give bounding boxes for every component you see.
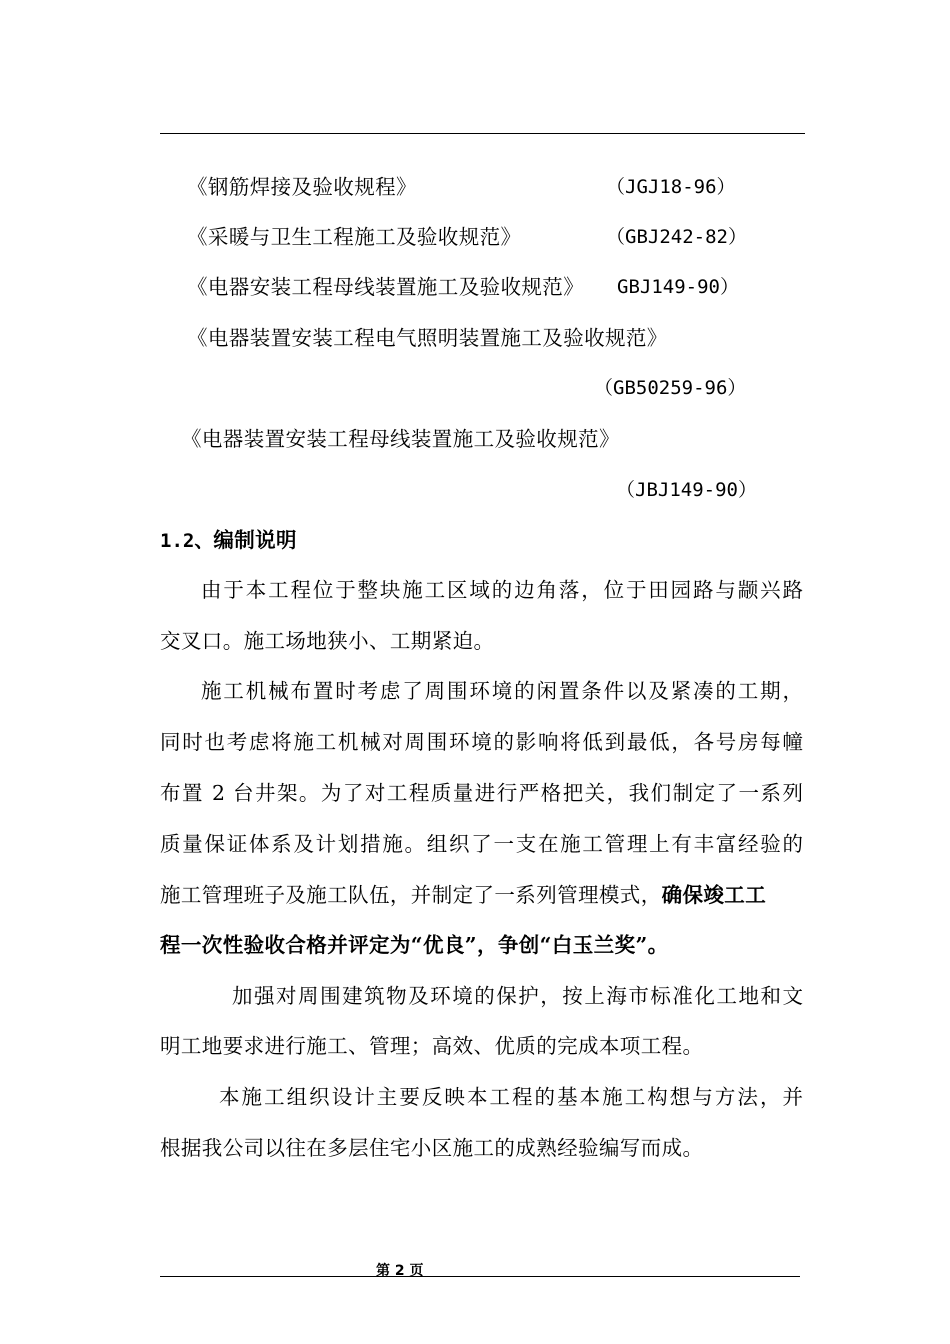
reference-item [187,172,417,202]
paragraph-line: 施工机械布置时考虑了周围环境的闲置条件以及紧凑的工期， [201,679,803,703]
emphasis-text: 确保竣工工 [661,883,767,907]
footer-rule [160,1276,800,1277]
reference-item [187,272,584,302]
section-title: 编制说明 [213,528,297,552]
page-number: 第 2 页 [376,1263,424,1279]
section-heading [160,525,297,556]
section-number: 1.2、 [160,530,214,552]
paragraph-line [160,880,766,910]
paragraph-line: 明工地要求进行施工、管理；高效、优质的完成本项工程。 [160,1034,704,1058]
paragraph-line: 本施工组织设计主要反映本工程的基本施工构想与方法，并 [219,1085,803,1109]
emphasis-line: 程一次性验收合格并评定为“优良”，争创“白玉兰奖”。 [160,933,669,957]
reference-title: 《电器安装工程母线装置施工及验收规范》 [187,275,585,299]
reference-item [181,424,620,454]
reference-code: （JBJ149-90） [616,479,757,501]
paragraph-line: 质量保证体系及计划措施。组织了一支在施工管理上有丰富经验的 [160,832,803,856]
paragraph-line: 加强对周围建筑物及环境的保护，按上海市标准化工地和文 [232,984,803,1008]
paragraph-line: 由于本工程位于整块施工区域的边角落，位于田园路与颛兴路 [201,578,803,602]
reference-code: （GBJ242-82） [606,226,747,248]
reference-item [187,323,668,353]
reference-title: 《电器装置安装工程电气照明装置施工及验收规范》 [187,326,668,350]
paragraph-text: 施工管理班子及施工队伍，并制定了一系列管理模式， [160,883,662,907]
paragraph-line: 同时也考虑将施工机械对周围环境的影响将低到最低，各号房每幢 [160,730,803,754]
header-rule [160,133,805,134]
reference-title: 《钢筋焊接及验收规程》 [187,175,417,199]
paragraph-line: 根据我公司以往在多层住宅小区施工的成熟经验编写而成。 [160,1136,704,1160]
paragraph-line: 交叉口。施工场地狭小、工期紧迫。 [160,629,495,653]
reference-code: GBJ149-90） [617,276,739,298]
reference-item [187,222,521,252]
reference-code: （JGJ18-96） [606,176,736,198]
reference-title: 《采暖与卫生工程施工及验收规范》 [187,225,522,249]
reference-code: （GB50259-96） [594,377,747,399]
reference-title: 《电器装置安装工程母线装置施工及验收规范》 [181,427,620,451]
paragraph-line: 布置 2 台井架。为了对工程质量进行严格把关，我们制定了一系列 [160,781,803,805]
